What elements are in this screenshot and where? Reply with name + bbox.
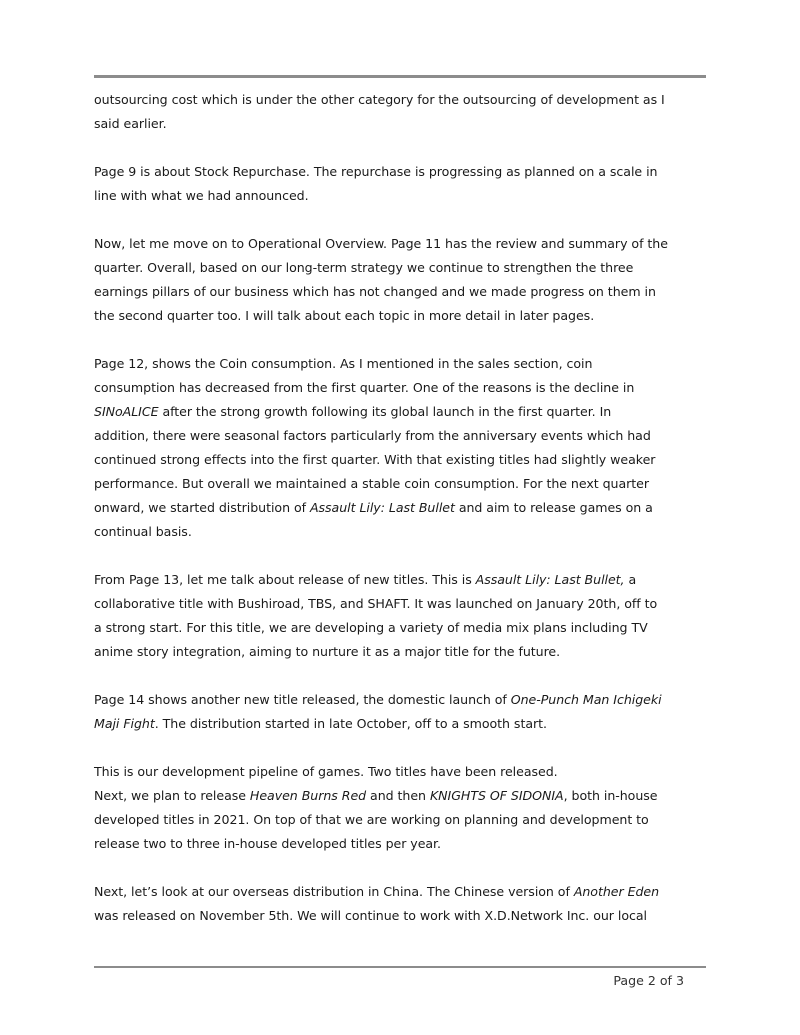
italic-title-text: Maji Fight [94,716,155,731]
text-line [94,232,708,256]
text-run: . The distribution started in late October, off to a smooth start. [154,716,547,731]
text-line [94,160,708,184]
text-line [94,712,708,736]
text-run: and then [366,788,430,803]
paragraph [94,880,708,928]
text-line [94,256,708,280]
text-line [94,592,708,616]
italic-title-text: SINoALICE [94,404,159,419]
text-run: continued strong effects into the first quarter. With that existing titles had slightly weaker [94,452,656,467]
italic-title-text: Another Eden [573,884,660,899]
text-run: a [624,572,637,587]
text-run: Next, we plan to release [94,788,250,803]
text-line [94,88,708,112]
text-run: line with what we had announced. [94,188,309,203]
text-line [94,760,708,784]
text-line [94,304,708,328]
text-run: quarter. Overall, based on our long-term strategy we continue to strengthen the three [94,260,634,275]
text-line [94,376,708,400]
text-run: and aim to release games on a [454,500,653,515]
text-run: Page 9 is about Stock Repurchase. The repurchase is progressing as planned on a scale in [94,164,658,179]
text-line [94,904,708,928]
paragraph [94,760,708,856]
header-rule [94,75,706,78]
text-line [94,472,708,496]
text-line [94,808,708,832]
footer-rule [94,966,706,968]
text-run: the second quarter too. I will talk about each topic in more detail in later pages. [94,308,595,323]
text-run: Page 12, shows the Coin consumption. As I mentioned in the sales section, coin [94,356,593,371]
text-line [94,784,708,808]
text-run: after the strong growth following its global launch in the first quarter. In [158,404,612,419]
text-line [94,616,708,640]
text-run: From Page 13, let me talk about release of new titles. This is [94,572,476,587]
italic-title-text: One-Punch Man Ichigeki [510,692,662,707]
text-run: release two to three in-house developed titles per year. [94,836,441,851]
text-line [94,184,708,208]
text-line [94,448,708,472]
text-run: consumption has decreased from the first quarter. One of the reasons is the decline in [94,380,635,395]
text-line [94,352,708,376]
page-number: Page 2 of 3 [613,973,684,988]
text-line [94,640,708,664]
text-run: Next, let’s look at our overseas distribution in China. The Chinese version of [94,884,574,899]
text-run: collaborative title with Bushiroad, TBS, and SHAFT. It was launched on January 20th, off to [94,596,658,611]
text-run: anime story integration, aiming to nurture it as a major title for the future. [94,644,561,659]
text-line [94,400,708,424]
text-line [94,832,708,856]
italic-title-text: Assault Lily: Last Bullet, [475,572,625,587]
text-run: developed titles in 2021. On top of that we are working on planning and development to [94,812,649,827]
text-run: addition, there were seasonal factors particularly from the anniversary events which had [94,428,651,443]
text-run: onward, we started distribution of [94,500,310,515]
text-run: Page 14 shows another new title released, the domestic launch of [94,692,511,707]
text-run: earnings pillars of our business which has not changed and we made progress on them in [94,284,656,299]
italic-title-text: Assault Lily: Last Bullet [309,500,455,515]
text-line [94,568,708,592]
text-run: outsourcing cost which is under the other category for the outsourcing of development as I [94,92,665,107]
paragraph [94,352,708,544]
text-run: a strong start. For this title, we are developing a variety of media mix plans including TV [94,620,648,635]
document-page [94,0,706,1035]
text-run: , both in-house [563,788,658,803]
italic-title-text: Heaven Burns Red [249,788,367,803]
text-line [94,880,708,904]
text-run: Now, let me move on to Operational Overview. Page 11 has the review and summary of the [94,236,668,251]
text-line [94,520,708,544]
text-line [94,496,708,520]
paragraph [94,88,708,136]
paragraph [94,568,708,664]
text-line [94,688,708,712]
italic-title-text: KNIGHTS OF SIDONIA [429,788,564,803]
text-run: was released on November 5th. We will continue to work with X.D.Network Inc. our local [94,908,647,923]
document-body [94,88,708,928]
text-run: continual basis. [94,524,192,539]
paragraph [94,160,708,208]
paragraph [94,232,708,328]
text-line [94,112,708,136]
text-line [94,424,708,448]
text-run: said earlier. [94,116,167,131]
text-run: performance. But overall we maintained a stable coin consumption. For the next quarter [94,476,649,491]
text-line [94,280,708,304]
paragraph [94,688,708,736]
text-run: This is our development pipeline of games. Two titles have been released. [94,764,558,779]
